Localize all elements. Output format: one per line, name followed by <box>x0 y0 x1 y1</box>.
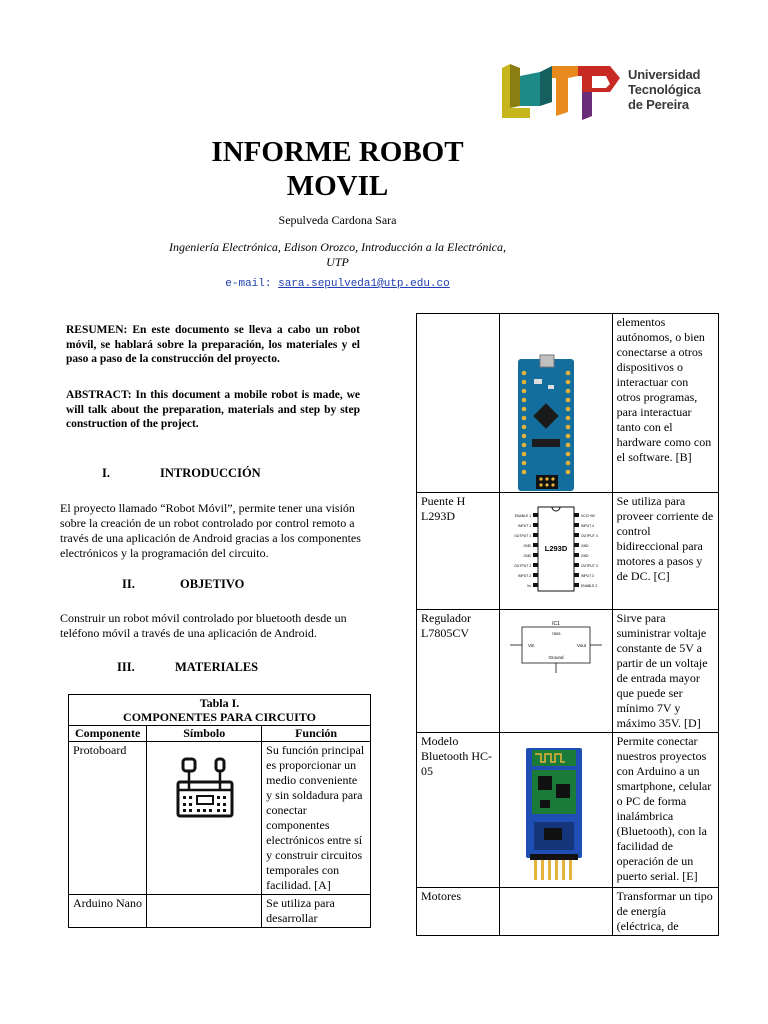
email-label: e-mail: <box>225 278 272 290</box>
protoboard-icon <box>151 756 255 820</box>
svg-text:GND: GND <box>580 554 589 558</box>
resumen-label: RESUMEN: <box>66 324 128 336</box>
email-link[interactable]: sara.sepulveda1@utp.edu.co <box>278 278 450 290</box>
abstract-text: In this document a mobile robot is made, we will talk about the preparation, materials and step by step construction of the project. <box>66 389 360 430</box>
utp-logo-mark <box>500 62 622 120</box>
component-function: Su función principal es proporcionar un medio conveniente y sin soldadura para conectar componentes electrónicos entre sí y construir circuitos temporales con facilidad. [A] <box>262 742 371 895</box>
section-heading-objetivo <box>122 577 362 593</box>
svg-text:Vin: Vin <box>527 643 535 648</box>
table-row <box>69 742 371 895</box>
table-caption <box>68 694 371 725</box>
table-caption-line-2: COMPONENTES PARA CIRCUITO <box>123 710 316 724</box>
section-title: OBJETIVO <box>180 577 245 591</box>
affiliation <box>150 240 525 270</box>
logo-line-2: Tecnológica <box>628 82 701 97</box>
svg-text:Vout: Vout <box>576 643 586 648</box>
svg-text:Ground: Ground <box>548 655 564 660</box>
table-row <box>417 888 719 936</box>
header-funcion: Función <box>262 726 371 742</box>
svg-text:ENABLE 2: ENABLE 2 <box>580 584 597 588</box>
svg-text:INPUT 3: INPUT 3 <box>580 574 594 578</box>
component-name: Arduino Nano <box>69 895 147 928</box>
svg-text:INPUT 1: INPUT 1 <box>517 524 531 528</box>
svg-text:VCC/+5V: VCC/+5V <box>580 514 595 518</box>
utp-logo <box>500 62 700 120</box>
resumen-text: En este documento se lleva a cabo un robot móvil, se hablará sobre la preparación, los materiales y el paso a paso de la construcción del proyecto. <box>66 324 361 365</box>
svg-text:GND: GND <box>523 554 531 558</box>
component-symbol-empty <box>499 888 612 936</box>
abstract-paragraph <box>66 388 360 432</box>
title-line-2: MOVIL <box>286 170 389 202</box>
l293d-symbol <box>499 493 612 610</box>
component-name: Protoboard <box>69 742 147 895</box>
component-name: Puente H L293D <box>417 493 500 610</box>
table-header-row <box>69 726 371 742</box>
section-number: II. <box>122 577 135 591</box>
table-row <box>417 314 719 493</box>
email-line <box>150 278 525 290</box>
components-table-continued <box>416 313 719 936</box>
table-row <box>417 493 719 610</box>
svg-text:OUTPUT 4: OUTPUT 4 <box>580 534 598 538</box>
section-number: III. <box>117 660 135 674</box>
regulator-symbol <box>499 610 612 733</box>
bluetooth-symbol <box>499 733 612 888</box>
arduino-nano-image <box>504 315 608 491</box>
svg-text:OUTPUT 3: OUTPUT 3 <box>580 564 598 568</box>
svg-text:7805: 7805 <box>551 631 561 636</box>
table-row <box>69 895 371 928</box>
section-heading-materiales <box>117 660 357 676</box>
svg-text:IC1: IC1 <box>551 621 560 627</box>
affiliation-line-2: UTP <box>326 255 349 269</box>
abstract-label: ABSTRACT: <box>66 389 132 401</box>
regulator-circuit-diagram <box>504 619 608 679</box>
components-table <box>68 694 371 928</box>
introduccion-text: El proyecto llamado “Robot Móvil”, permite tener una visión sobre la creación de un robot controlado por control remoto a través de una aplicación de Android gracias a los componentes electrónicos y la programación del circuito. <box>60 501 361 560</box>
component-function: Permite conectar nuestros proyectos con Arduino a un smartphone, celular o PC de forma inalámbrica (Bluetooth), con la facilidad de operación de un puerto serial. [E] <box>612 733 718 888</box>
table-row <box>417 733 719 888</box>
logo-line-3: de Pereira <box>628 97 689 112</box>
svg-text:GND: GND <box>580 544 589 548</box>
svg-text:INPUT 4: INPUT 4 <box>580 524 594 528</box>
section-title: INTRODUCCIÓN <box>160 466 261 480</box>
table-row <box>417 610 719 733</box>
section-number: I. <box>102 466 110 480</box>
resumen-paragraph <box>66 323 360 367</box>
logo-line-1: Universidad <box>628 67 701 82</box>
table-caption-line-1: Tabla I. <box>199 696 240 710</box>
svg-text:Vs: Vs <box>526 584 531 588</box>
component-function: Sirve para suministrar voltaje constante de 5V a partir de un voltaje de entrada mayor que puede ser mínimo 7V y máximo 35V. [D] <box>612 610 718 733</box>
section-title: MATERIALES <box>175 660 259 674</box>
objetivo-text: Construir un robot móvil controlado por bluetooth desde un teléfono móvil a través de una aplicación de Android. <box>60 611 347 640</box>
author: Sepulveda Cardona Sara <box>278 213 397 227</box>
title-line-1: INFORME ROBOT <box>211 136 464 168</box>
svg-text:GND: GND <box>523 544 531 548</box>
component-name: Modelo Bluetooth HC-05 <box>417 733 500 888</box>
header-componente: Componente <box>69 726 147 742</box>
header-simbolo: Símbolo <box>147 726 262 742</box>
section-heading-introduccion <box>102 466 362 482</box>
hc05-module-image <box>504 744 608 884</box>
svg-text:INPUT 2: INPUT 2 <box>517 574 531 578</box>
l293d-chip-diagram <box>502 499 610 595</box>
svg-text:OUTPUT 1: OUTPUT 1 <box>513 534 531 538</box>
component-function: Se utiliza para desarrollar <box>262 895 371 928</box>
component-function: Transformar un tipo de energía (eléctrica, de <box>612 888 718 936</box>
protoboard-symbol <box>147 742 262 895</box>
component-name: Motores <box>417 888 500 936</box>
arduino-nano-symbol <box>499 314 612 493</box>
component-name <box>417 314 500 493</box>
page-title <box>190 135 485 203</box>
chip-label: L293D <box>544 544 567 553</box>
svg-text:OUTPUT 2: OUTPUT 2 <box>513 564 531 568</box>
affiliation-line-1: Ingeniería Electrónica, Edison Orozco, Introducción a la Electrónica, <box>168 240 507 254</box>
component-function: elementos autónomos, o bien conectarse a otros dispositivos o interactuar con otros programas, para interactuar tanto con el hardware como con el software. [B] <box>612 314 718 493</box>
component-function: Se utiliza para proveer corriente de control bidireccional para motores a pasos y de DC. [C] <box>612 493 718 610</box>
component-symbol-empty <box>147 895 262 928</box>
component-name: Regulador L7805CV <box>417 610 500 733</box>
logo-text <box>628 67 701 112</box>
svg-text:ENABLE 1: ENABLE 1 <box>514 514 531 518</box>
